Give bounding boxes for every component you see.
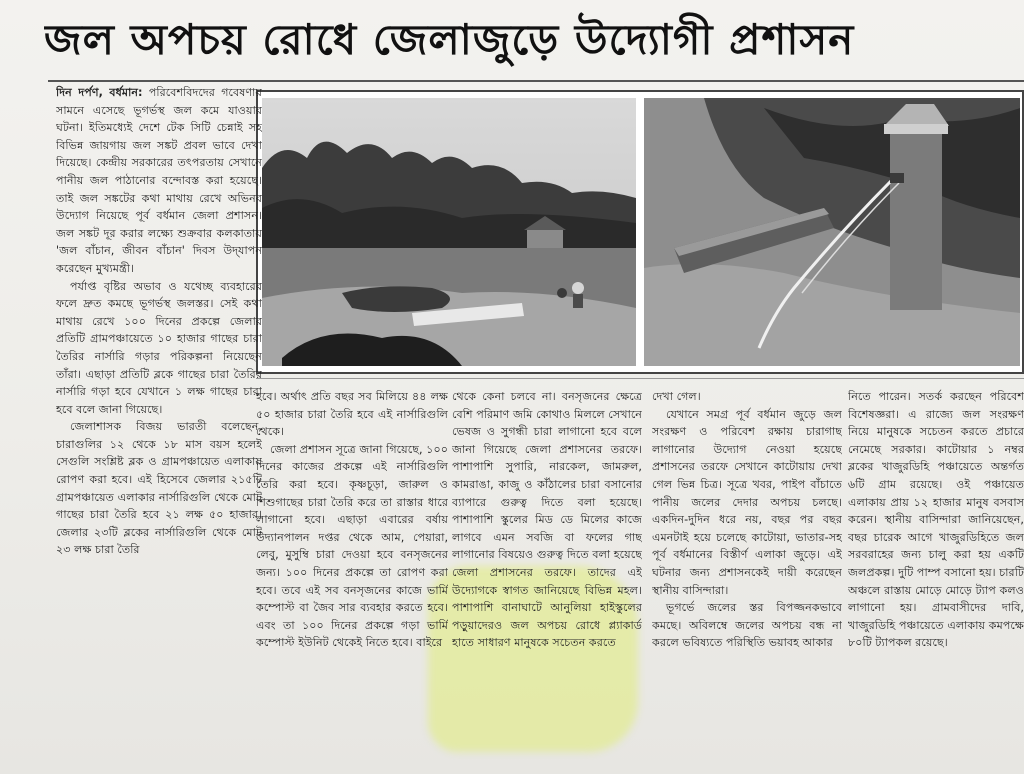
headline: জল অপচয় রোধে জেলাজুড়ে উদ্যোগী প্রশাসন [44, 15, 855, 64]
byline: দিন দর্পণ, বর্ধমান: [56, 86, 143, 99]
article-column-4 [652, 388, 842, 768]
column-4-paragraph-3: ভূগর্ভে জলের স্তর বিপজ্জনকভাবে কমছে। অবিলম্বে জলের অপচয় বন্ধ না করলে ভবিষ্যতে পরিস্থিতি ভয়াবহ আকার [652, 601, 842, 650]
headline-rule [48, 80, 1024, 82]
article-column-1 [56, 84, 262, 770]
column-1-paragraph-3: জেলাশাসক বিজয় ভারতী বলেছেন, চারাগুলির ১২ থেকে ১৮ মাস বয়স হলেই সেগুলি সংশ্লিষ্ট ব্লক ও গ্রামপঞ্চায়েত এলাকায় রোপণ করা হবে। এই হিসেবে জেলার ২১৫টি গ্রামপঞ্চায়েত এলাকার নার্সারিগুলি থেকে মোট গাছের চারা তৈরি হবে ২১ লক্ষ ৫০ হাজার। জেলার ২৩টি ব্লকের নার্সারিগুলি থেকে মোট ২৩ লক্ষ চারা তৈরি [56, 420, 262, 557]
column-1-paragraph-2: পর্যাপ্ত বৃষ্টির অভাব ও যথেচ্ছ ব্যবহারের ফলে দ্রুত কমছে ভূগর্ভস্থ জলস্তর। সেই কথা মাথায় রেখে ১০০ দিনের প্রকল্পে জেলার প্রতিটি গ্রামপঞ্চায়েতে ১০ হাজার গাছের চারা তৈরির নার্সারি গড়ার পরিকল্পনা নিয়েছেন তাঁরা। এছাড়া প্রতিটি ব্লকে গাছের চারা তৈরির নার্সারি গড়া হবে যেখানে ১ লক্ষ গাছের চারা হবে বলে জানা গিয়েছে। [56, 279, 262, 416]
column-1-paragraph-1: পরিবেশবিদদের গবেষণায় সামনে এসেছে ভূগর্ভস্থ জল কমে যাওয়ার ঘটনা। ইতিমধ্যেই দেশে টেক সিটি চেন্নাই সহ বিভিন্ন জায়গায় জল সঙ্কট প্রবল ভাবে দেখা দিয়েছে। কেন্দ্রীয় সরকারের তৎপরতায় সেখানে পানীয় জল পাঠানোর বন্দোবস্ত করা হয়েছে। তাই জল সঙ্কটের কথা মাথায় রেখে অভিনব উদ্যোগ নিয়েছে পূর্ব বর্ধমান জেলা প্রশাসন। জল সঙ্কট দূর করার লক্ষ্যে শুক্রবার কলকাতায় 'জল বাঁচান, জীবন বাঁচান' দিবস উদ্‌যাপন করেছেন মুখ্যমন্ত্রী। [56, 86, 262, 275]
column-3-paragraph-1: থেকে কেনা চলবে না। বনসৃজনের ক্ষেত্রে বেশি পরিমাণ জমি কোথাও মিললে সেখানে ভেষজ ও সুগন্ধী চারা লাগানো হবে বলে জানা গিয়েছে জেলা প্রশাসনের তরফে। পাশাপাশি সুপারি, নারকেল, জামরুল, কামরাঙা, কাজু ও কাঁঠালের চারা বসানোর ব্যাপারে গুরুত্ব দিতে বলা হয়েছে। পাশাপাশি স্কুলের মিড ডে মিলের কাজে লাগবে এমন সবজি বা ফলের গাছ লাগানোর বিষয়েও গুরুত্ব দিতে বলা হয়েছে জেলা প্রশাসনের তরফে। তাদের এই উদ্যোগকে স্বাগত জানিয়েছে বিভিন্ন মহল। পাশাপাশি বানাঘাটে আনুলিয়া হাইস্কুলের পড়ুয়াদেরও জল অপচয় রোধে প্ল্যাকার্ড হাতে সাধারণ মানুষকে সচেতন করতে [452, 390, 642, 650]
column-4-paragraph-2: যেখানে সমগ্র পূর্ব বর্ধমান জুড়ে জল সংরক্ষণ ও পরিবেশ রক্ষায় চারাগাছ লাগানোর উদ্যোগ নেওয়া হয়েছে প্রশাসনের তরফে সেখানে কাটোয়ায় দেখা গেল ভিন্ন চিত্র। সূত্রে খবর, পাইপ বাঁচাতে পানীয় জলের দেদার অপচয় চলছে। একদিন-দুদিন ধরে নয়, বছর পর বছর এমনটাই হয়ে চলেছে কাটোয়া, ভাতার-সহ পূর্ব বর্ধমানের বিস্তীর্ণ এলাকা জুড়ে। এই ঘটনার জন্য প্রশাসনকেই দায়ী করেছেন স্থানীয় বাসিন্দারা। [652, 407, 842, 597]
photo-separator [256, 378, 1024, 379]
column-4-paragraph-1: দেখা গেল। [652, 390, 701, 403]
photo-frame [256, 90, 1024, 374]
column-5-paragraph-1: নিতে পারেন। সতর্ক করছেন পরিবেশ বিশেষজ্ঞরা। এ রাজ্যে জল সংরক্ষণ নিয়ে মানুষকে সচেতন করতে প্রচারে নেমেছে সরকার। কাটোয়ার ১ নম্বর ব্লকের খাজুরডিহি পঞ্চায়েতে অন্তর্গত ৬টি গ্রাম রয়েছে। ওই পঞ্চায়েত এলাকায় প্রায় ১২ হাজার মানুষ বসবাস করেন। স্থানীয় বাসিন্দারা জানিয়েছেন, বছর চারেক আগে খাজুরডিহিতে জল সরবরাহের জন্য চালু করা হয় একটি জলপ্রকল্প। দুটি পাম্প বসানো হয়। চারটি অঞ্চলে রাস্তায় মোড়ে মোড়ে ট্যাপ কলও লাগানো হয়। গ্রামবাসীদের দাবি, খাজুরডিহি পঞ্চায়েতে এলাকায় কমপক্ষে ৮০টি ট্যাপকল রয়েছে। [848, 390, 1024, 650]
article-column-2 [256, 388, 448, 768]
photo-leaking-tap [644, 98, 1020, 366]
column-2-paragraph-1: হবে। অর্থাৎ প্রতি বছর সব মিলিয়ে ৪৪ লক্ষ ৫০ হাজার চারা তৈরি হবে এই নার্সারিগুলি থেকে। [256, 390, 448, 439]
article-column-3 [452, 388, 642, 768]
column-2-paragraph-2: জেলা প্রশাসন সূত্রে জানা গিয়েছে, ১০০ দিনের কাজের প্রকল্পে এই নার্সারিগুলি তৈরি করা হবে। কৃষ্ণচূড়া, জারুল ও শিশুগাছের চারা তৈরি করে তা রাস্তার ধারে লাগানো হবে। এছাড়া এবারের বর্ষায় উদ্যানপালন দপ্তর থেকে আম, পেয়ারা, লেবু, মুসুম্বি চারা দেওয়া হবে বনসৃজনের জন্য। ১০০ দিনের প্রকল্পে তা রোপণ করা হবে। তবে এই সব বনসৃজনের কাজে ভার্মি কম্পোস্ট বা জৈব সার ব্যবহার করতে হবে। এবং তা ১০০ দিনের প্রকল্পে গড়া ভার্মি কম্পোস্ট ইউনিট থেকেই নিতে হবে। বাইরে [256, 442, 448, 650]
article-column-5 [848, 388, 1024, 768]
photo-plantation-field [262, 98, 636, 366]
